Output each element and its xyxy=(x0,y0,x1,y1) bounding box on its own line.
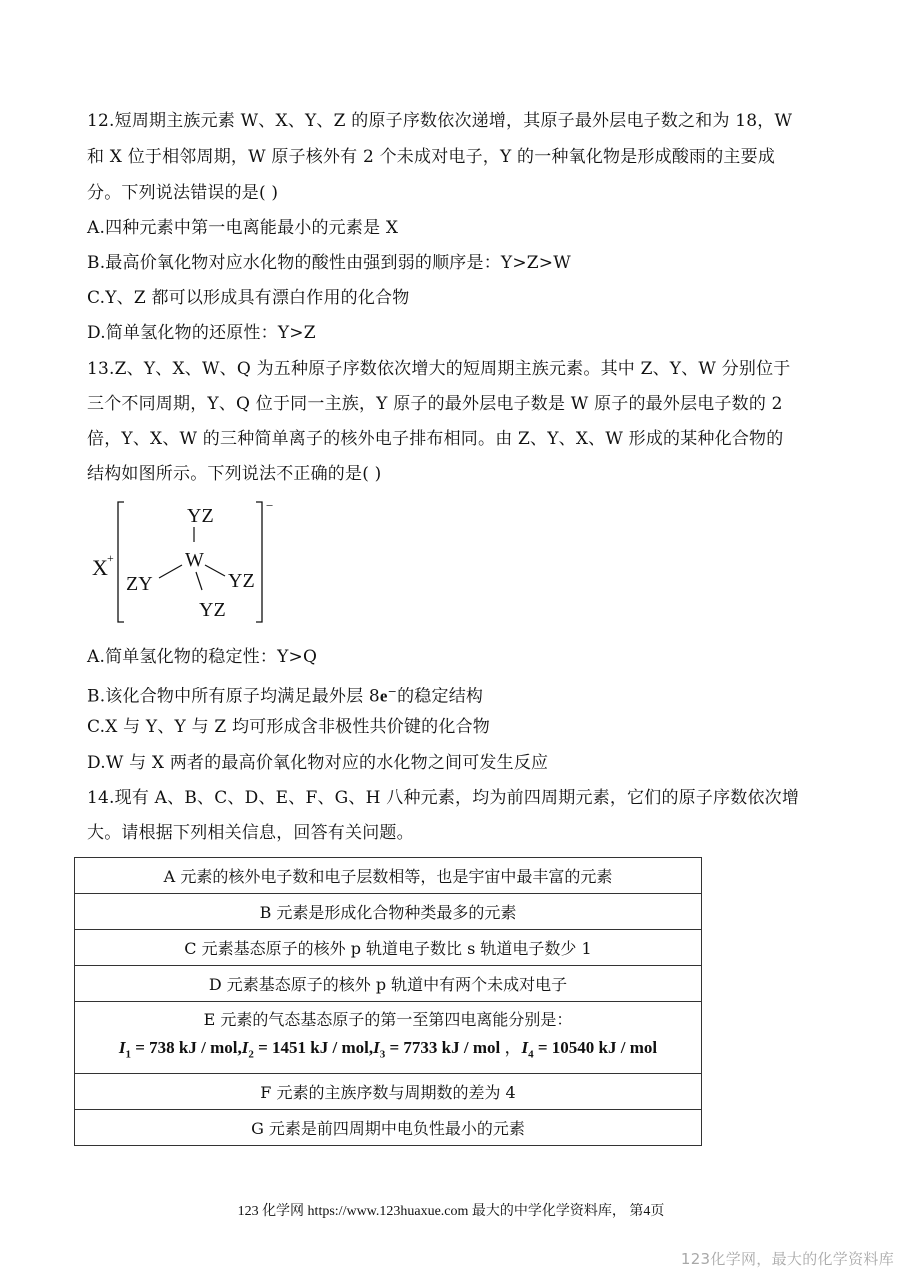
row-d: D 元素基态原子的核外 p 轨道中有两个未成对电子 xyxy=(75,966,702,1002)
table-row xyxy=(75,858,702,894)
i4-value: = 10540 kJ / mol xyxy=(533,1038,658,1058)
table-row xyxy=(75,1110,702,1146)
q12-line-2: 和 X 位于相邻周期，W 原子核外有 2 个未成对电子，Y 的一种氧化物是形成酸雨的主要成 xyxy=(87,147,776,167)
left-group: ZY xyxy=(126,573,153,595)
electron-symbol: e xyxy=(379,686,388,706)
q13-line-2: 三个不同周期，Y、Q 位于同一主族，Y 原子的最外层电子数是 W 原子的最外层电子数的 2 xyxy=(87,394,783,414)
right-bond xyxy=(205,565,225,576)
q13-option-a: A.简单氢化物的稳定性：Y>Q xyxy=(87,647,318,667)
top-group: YZ xyxy=(187,505,214,527)
formula-separator: ， xyxy=(500,1038,522,1058)
left-bond xyxy=(159,565,182,578)
i4-subscript: 4 xyxy=(528,1048,534,1061)
i1-value: = 738 kJ / mol, xyxy=(131,1038,242,1058)
table-row xyxy=(75,930,702,966)
electron-charge: − xyxy=(387,685,398,698)
row-f: F 元素的主族序数与周期数的差为 4 xyxy=(75,1074,702,1110)
table-row xyxy=(75,966,702,1002)
i1-symbol: I xyxy=(118,1038,126,1058)
q12-option-d: D.简单氢化物的还原性：Y>Z xyxy=(87,323,316,343)
row-e xyxy=(75,1002,702,1074)
q13-option-b xyxy=(87,681,483,708)
cation-charge: + xyxy=(107,551,114,565)
row-c: C 元素基态原子的核外 p 轨道电子数比 s 轨道电子数少 1 xyxy=(75,930,702,966)
q13-option-b-tail: 的稳定结构 xyxy=(397,686,484,707)
table-row xyxy=(75,894,702,930)
compound-structure-diagram xyxy=(88,498,288,628)
table-row xyxy=(75,1002,702,1074)
page-footer: 123 化学网 https://www.123huaxue.com 最大的中学化学资料库， 第4页 xyxy=(237,1204,665,1219)
center-atom: W xyxy=(185,549,204,571)
q12-option-a: A.四种元素中第一电离能最小的元素是 X xyxy=(87,218,399,238)
q13-option-d: D.W 与 X 两者的最高价氧化物对应的水化物之间可发生反应 xyxy=(87,753,549,773)
q13-option-b-text: B.该化合物中所有原子均满足最外层 8 xyxy=(87,686,380,707)
q13-line-1: 13.Z、Y、X、W、Q 为五种原子序数依次增大的短周期主族元素。其中 Z、Y、W 分别位于 xyxy=(87,359,791,379)
left-bracket xyxy=(118,502,124,622)
i3-symbol: I xyxy=(373,1038,380,1058)
q14-line-2: 大。请根据下列相关信息，回答有关问题。 xyxy=(87,823,414,843)
watermark: 123化学网，最大的化学资料库 xyxy=(680,1250,894,1268)
right-group: YZ xyxy=(228,570,255,592)
i4-symbol: I xyxy=(521,1038,529,1058)
anion-charge: − xyxy=(266,498,274,513)
element-info-table xyxy=(74,857,702,1146)
i3-value: = 7733 kJ / mol xyxy=(385,1038,501,1058)
q12-option-b: B.最高价氧化物对应水化物的酸性由强到弱的顺序是：Y>Z>W xyxy=(87,253,571,273)
row-e-text: E 元素的气态基态原子的第一至第四电离能分别是： xyxy=(203,1010,573,1030)
q12-line-1: 12.短周期主族元素 W、X、Y、Z 的原子序数依次递增，其原子最外层电子数之和为 18，W xyxy=(87,111,793,131)
q12-line-3: 分。下列说法错误的是( ) xyxy=(87,183,279,203)
right-bracket xyxy=(256,502,262,622)
row-a: A 元素的核外电子数和电子层数相等，也是宇宙中最丰富的元素 xyxy=(75,858,702,894)
q13-option-c: C.X 与 Y、Y 与 Z 均可形成含非极性共价键的化合物 xyxy=(87,717,490,737)
q13-line-4: 结构如图所示。下列说法不正确的是( ) xyxy=(87,464,382,484)
q14-line-1: 14.现有 A、B、C、D、E、F、G、H 八种元素，均为前四周期元素，它们的原子序数依次增 xyxy=(87,788,800,808)
bottom-bond xyxy=(196,572,202,590)
table-row xyxy=(75,1074,702,1110)
q13-line-3: 倍，Y、X、W 的三种简单离子的核外电子排布相同。由 Z、Y、X、W 形成的某种化合物的 xyxy=(87,429,784,449)
i3-subscript: 3 xyxy=(379,1048,386,1061)
i1-subscript: 1 xyxy=(125,1048,131,1061)
q12-option-c: C.Y、Z 都可以形成具有漂白作用的化合物 xyxy=(87,288,410,308)
row-g: G 元素是前四周期中电负性最小的元素 xyxy=(75,1110,702,1146)
bottom-group: YZ xyxy=(199,599,226,621)
i2-subscript: 2 xyxy=(248,1048,254,1061)
row-b: B 元素是形成化合物种类最多的元素 xyxy=(75,894,702,930)
ionization-energy-formula xyxy=(75,1034,701,1068)
cation-symbol: X xyxy=(92,555,108,580)
i2-value: = 1451 kJ / mol, xyxy=(253,1038,374,1058)
i2-symbol: I xyxy=(241,1038,249,1058)
